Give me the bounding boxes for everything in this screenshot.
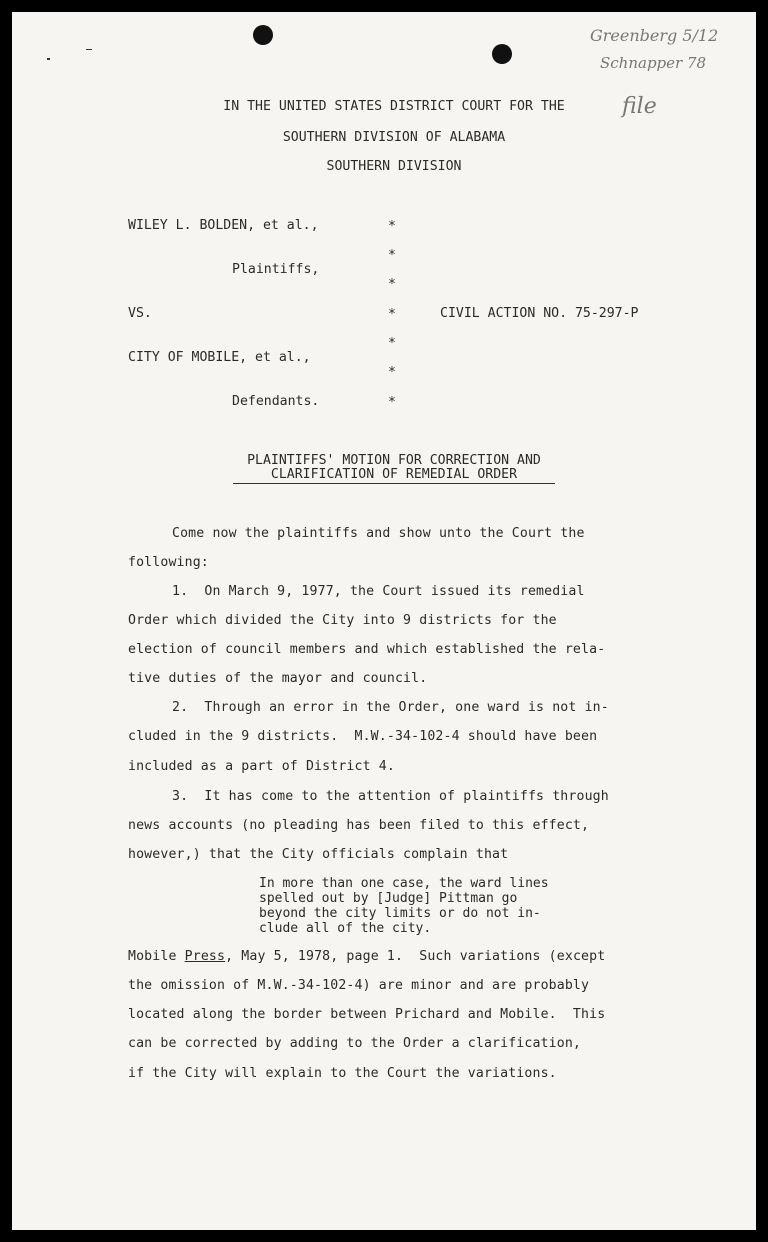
document-page (12, 12, 756, 1230)
motion-title-line: PLAINTIFFS' MOTION FOR CORRECTION AND (247, 453, 541, 468)
quote-line: clude all of the city. (259, 921, 432, 936)
plaintiff-role: Plaintiffs, (232, 262, 320, 277)
caption-asterisk: * (388, 307, 396, 322)
body-line: tive duties of the mayor and council. (128, 671, 428, 686)
plaintiff-name: WILEY L. BOLDEN, et al., (128, 218, 319, 233)
handwritten-initials: file (622, 94, 657, 119)
defendant-role: Defendants. (232, 394, 320, 409)
citation-source: Press (184, 949, 226, 964)
caption-asterisk: * (388, 336, 396, 351)
citation-line (128, 949, 605, 964)
body-line: 2. Through an error in the Order, one ward is not in- (172, 700, 609, 715)
versus-label: VS. (128, 306, 152, 321)
speck-mark (86, 49, 92, 50)
quote-line: spelled out by [Judge] Pittman go (259, 891, 518, 906)
body-line: Come now the plaintiffs and show unto the Court the (172, 526, 585, 541)
handwritten-annotation-line2: Schnapper 78 (600, 54, 707, 72)
body-line: following: (128, 555, 209, 570)
court-header-line: SOUTHERN DIVISION OF ALABAMA (282, 130, 506, 145)
quote-line: In more than one case, the ward lines (259, 876, 549, 891)
court-header-line: IN THE UNITED STATES DISTRICT COURT FOR THE (223, 99, 565, 114)
body-line: the omission of M.W.-34-102-4) are minor and are probably (128, 978, 590, 993)
speck-mark (47, 58, 50, 60)
motion-title-line: CLARIFICATION OF REMEDIAL ORDER (270, 467, 518, 482)
punch-hole-left (253, 25, 273, 45)
body-line: election of council members and which established the rela- (128, 642, 606, 657)
body-line: if the City will explain to the Court the variations. (128, 1066, 557, 1081)
quote-line: beyond the city limits or do not in- (259, 906, 541, 921)
body-line: can be corrected by adding to the Order a clarification, (128, 1036, 582, 1051)
handwritten-annotation-line1: Greenberg 5/12 (590, 26, 719, 45)
defendant-name: CITY OF MOBILE, et al., (128, 350, 311, 365)
caption-asterisk: * (388, 219, 396, 234)
caption-asterisk: * (388, 365, 396, 380)
caption-asterisk: * (388, 277, 396, 292)
body-line: 3. It has come to the attention of plaintiffs through (172, 789, 609, 804)
caption-asterisk: * (388, 395, 396, 410)
body-line: cluded in the 9 districts. M.W.-34-102-4 should have been (128, 729, 598, 744)
body-line: Order which divided the City into 9 districts for the (128, 613, 557, 628)
body-line: 1. On March 9, 1977, the Court issued its remedial (172, 584, 585, 599)
body-line: included as a part of District 4. (128, 759, 395, 774)
court-header-line: SOUTHERN DIVISION (326, 159, 462, 174)
body-line: however,) that the City officials complain that (128, 847, 509, 862)
civil-action-number: CIVIL ACTION NO. 75-297-P (440, 306, 639, 321)
citation-prefix: Mobile (128, 949, 185, 964)
body-line: news accounts (no pleading has been filed to this effect, (128, 818, 590, 833)
citation-rest: , May 5, 1978, page 1. Such variations (except (225, 949, 606, 964)
title-underline (233, 483, 555, 484)
punch-hole-right (492, 44, 512, 64)
caption-asterisk: * (388, 248, 396, 263)
body-line: located along the border between Prichard and Mobile. This (128, 1007, 606, 1022)
